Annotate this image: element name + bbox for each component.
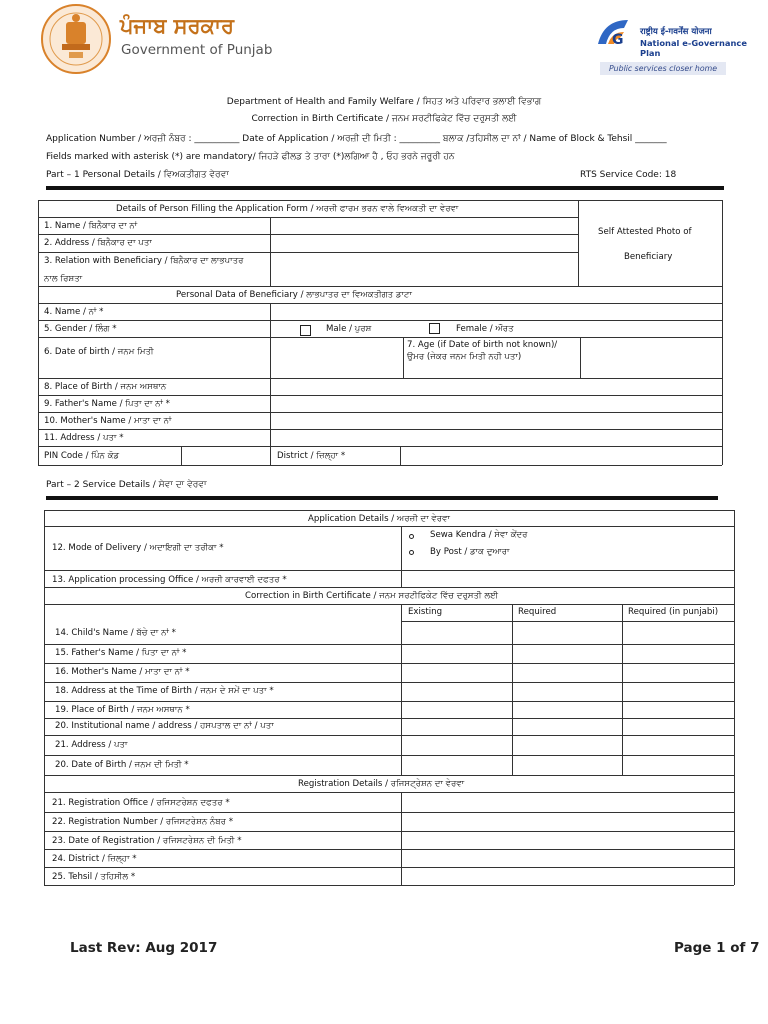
by-post-radio[interactable] — [409, 550, 414, 555]
father-name-input[interactable] — [271, 396, 721, 411]
institution-label: 20. Institutional name / address / ਹਸਪਤਾਲ ਦਾ ਨਾਂ / ਪਤਾ — [55, 721, 274, 731]
mother-name-label: 10. Mother's Name / ਮਾਤਾ ਦਾ ਨਾਂ — [44, 416, 172, 426]
column-required-punjabi: Required (in punjabi) — [628, 607, 719, 617]
registration-number-input[interactable] — [402, 813, 733, 830]
beneficiary-name-input[interactable] — [271, 304, 721, 319]
district-label: 24. District / ਜ਼ਿਲ੍ਹਾ * — [52, 854, 137, 864]
rts-service-code: RTS Service Code: 18 — [580, 170, 677, 180]
egov-tagline: Public services closer home — [600, 62, 726, 75]
relation-label: 3. Relation with Beneficiary / ਬਿਨੈਕਾਰ ਦਾ ਲਾਭਪਾਤਰ — [44, 256, 244, 266]
registration-number-label: 22. Registration Number / ਰਜਿਸਟਰੇਸ਼ਨ ਨੰਬਰ * — [52, 817, 234, 827]
date-of-application-field[interactable]: Date of Application / ਅਰਜ਼ੀ ਦੀ ਮਿਤੀ : _________ — [242, 134, 441, 144]
processing-office-label: 13. Application processing Office / ਅਰਜ਼ੀ ਕਾਰਵਾਈ ਦਫਤਰ * — [52, 575, 287, 585]
applicant-address-label: 2. Address / ਬਿਨੈਕਾਰ ਦਾ ਪਤਾ — [44, 238, 152, 248]
egov-logo-icon — [594, 14, 634, 52]
applicant-address-input[interactable] — [271, 235, 577, 251]
district-label: District / ਜ਼ਿਲ੍ਹਾ * — [277, 451, 346, 461]
male-option-label: Male / ਪੁਰਸ਼ — [326, 324, 372, 334]
beneficiary-name-label: 4. Name / ਨਾਂ * — [44, 307, 104, 317]
mode-of-delivery-label: 12. Mode of Delivery / ਅਦਾਇਗੀ ਦਾ ਤਰੀਕਾ * — [52, 543, 224, 553]
punjab-sarkar-title: ਪੰਜਾਬ ਸਰਕਾਰ — [120, 14, 235, 38]
by-post-option: By Post / ਡਾਕ ਦੁਆਰਾ — [430, 547, 510, 557]
registration-office-label: 21. Registration Office / ਰਜਿਸਟਰੇਸ਼ਨ ਦਫਤਰ * — [52, 798, 230, 808]
date-of-birth-input[interactable] — [271, 338, 402, 377]
column-existing: Existing — [408, 607, 443, 617]
place-of-birth-label: 19. Place of Birth / ਜਨਮ ਅਸਥਾਨ * — [55, 705, 190, 715]
page-number: Page 1 of 7 — [674, 940, 760, 956]
filler-details-header: Details of Person Filling the Application Form / ਅਰਜ਼ੀ ਫਾਰਮ ਭਰਨ ਵਾਲੇ ਵਿਅਕਤੀ ਦਾ ਵੇਰਵਾ — [116, 204, 459, 214]
date-of-birth-label: 6. Date of birth / ਜਨਮ ਮਿਤੀ — [44, 347, 154, 357]
tehsil-input[interactable] — [402, 868, 733, 884]
photo-label-2: Beneficiary — [624, 252, 673, 262]
age-label-punjabi: ਉਮਰ (ਜੇਕਰ ਜਨਮ ਮਿਤੀ ਨਹੀ ਪਤਾ) — [407, 352, 522, 362]
processing-office-input[interactable] — [402, 571, 733, 586]
relation-label-punjabi: ਨਾਲ ਰਿਸ਼ਤਾ — [44, 274, 83, 284]
applicant-name-label: 1. Name / ਬਿਨੈਕਾਰ ਦਾ ਨਾਂ — [44, 221, 138, 231]
age-input[interactable] — [581, 338, 721, 377]
punjab-government-seal-icon — [40, 2, 112, 76]
section-divider — [46, 496, 718, 500]
form-title: Correction in Birth Certificate / ਜਨਮ ਸਰਟੀਫਿਕੇਟ ਵਿੱਚ ਦਰੁਸਤੀ ਲਈ — [251, 114, 517, 124]
applicant-name-input[interactable] — [271, 218, 577, 233]
mandatory-note: Fields marked with asterisk (*) are mandatory/ ਜਿਹੜੇ ਫੀਲਡ ਤੇ ਤਾਰਾ (*)ਲਗਿਆ ਹੈ , ਓਹ ਭਰਨੇ ਜਰੂਰੀ ਹਨ — [46, 152, 455, 162]
mother-name-label: 16. Mother's Name / ਮਾਤਾ ਦਾ ਨਾਂ * — [55, 667, 190, 677]
district-input[interactable] — [401, 447, 721, 464]
correction-header: Correction in Birth Certificate / ਜਨਮ ਸਰਟੀਫਿਕੇਟ ਵਿੱਚ ਦਰੁਸਤੀ ਲਈ — [245, 591, 499, 601]
sewa-kendra-radio[interactable] — [409, 534, 414, 539]
place-of-birth-input[interactable] — [271, 379, 721, 394]
pin-code-input[interactable] — [182, 447, 269, 464]
department-name: Department of Health and Family Welfare / ਸਿਹਤ ਅਤੇ ਪਰਿਵਾਰ ਭਲਾਈ ਵਿਭਾਗ — [226, 97, 542, 107]
svg-text:G: G — [612, 32, 624, 48]
father-name-label: 9. Father's Name / ਪਿਤਾ ਦਾ ਨਾਂ * — [44, 399, 170, 409]
male-checkbox[interactable] — [300, 325, 311, 336]
photo-label-1: Self Attested Photo of — [598, 227, 692, 237]
child-name-label: 14. Child's Name / ਬੱਚੇ ਦਾ ਨਾਂ * — [55, 628, 176, 638]
age-label: 7. Age (if Date of birth not known)/ — [407, 340, 558, 350]
father-name-label: 15. Father's Name / ਪਿਤਾ ਦਾ ਨਾਂ * — [55, 648, 187, 658]
application-meta-line — [46, 134, 667, 144]
application-details-header: Application Details / ਅਰਜ਼ੀ ਦਾ ਵੇਰਵਾ — [308, 514, 450, 524]
address-label: 21. Address / ਪਤਾ — [55, 740, 128, 750]
part2-heading: Part – 2 Service Details / ਸੇਵਾ ਦਾ ਵੇਰਵਾ — [46, 480, 207, 490]
gender-label: 5. Gender / ਲਿੰਗ * — [44, 324, 117, 334]
date-of-birth-label: 20. Date of Birth / ਜਨਮ ਦੀ ਮਿਤੀ * — [55, 760, 189, 770]
female-option-label: Female / ਔਰਤ — [456, 324, 514, 334]
district-input[interactable] — [402, 850, 733, 866]
section-divider — [46, 186, 724, 190]
mother-name-input[interactable] — [271, 413, 721, 428]
registration-date-label: 23. Date of Registration / ਰਜਿਸਟਰੇਸ਼ਨ ਦੀ ਮਿਤੀ * — [52, 836, 242, 846]
registration-office-input[interactable] — [402, 793, 733, 811]
block-tehsil-field[interactable]: ਬਲਾਕ /ਤਹਿਸੀਲ ਦਾ ਨਾਂ / Name of Block & Tehsil _______ — [442, 134, 667, 144]
address-label: 11. Address / ਪਤਾ * — [44, 433, 124, 443]
address-input[interactable] — [271, 430, 721, 445]
pin-code-label: PIN Code / ਪਿੰਨ ਕੋਡ — [44, 451, 120, 461]
part1-heading: Part – 1 Personal Details / ਵਿਅਕਤੀਗਤ ਵੇਰਵਾ — [46, 170, 229, 180]
female-checkbox[interactable] — [429, 323, 440, 334]
egov-hindi-title: राष्ट्रीय ई-गवर्नेंस योजना — [640, 27, 712, 37]
application-number-field[interactable]: Application Number / ਅਰਜ਼ੀ ਨੰਬਰ : __________ — [46, 134, 240, 144]
government-of-punjab-title: Government of Punjab — [121, 42, 273, 58]
tehsil-label: 25. Tehsil / ਤਹਿਸੀਲ * — [52, 872, 136, 882]
egov-plan-name: National e-Governance Plan — [640, 38, 747, 58]
place-of-birth-label: 8. Place of Birth / ਜਨਮ ਅਸਥਾਨ — [44, 382, 167, 392]
photo-upload-box[interactable] — [579, 201, 721, 285]
relation-input[interactable] — [271, 253, 577, 285]
last-revision: Last Rev: Aug 2017 — [70, 940, 218, 956]
address-at-birth-label: 18. Address at the Time of Birth / ਜਨਮ ਦੇ ਸਮੇਂ ਦਾ ਪਤਾ * — [55, 686, 274, 696]
beneficiary-data-header: Personal Data of Beneficiary / ਲਾਭਪਾਤਰ ਦਾ ਵਿਅਕਤੀਗਤ ਡਾਟਾ — [176, 290, 412, 300]
registration-date-input[interactable] — [402, 832, 733, 848]
sewa-kendra-option: Sewa Kendra / ਸੇਵਾ ਕੇਂਦਰ — [430, 530, 528, 540]
column-required: Required — [518, 607, 557, 617]
registration-details-header: Registration Details / ਰਜਿਸਟ੍ਰੇਸ਼ਨ ਦਾ ਵੇਰਵਾ — [298, 779, 465, 789]
